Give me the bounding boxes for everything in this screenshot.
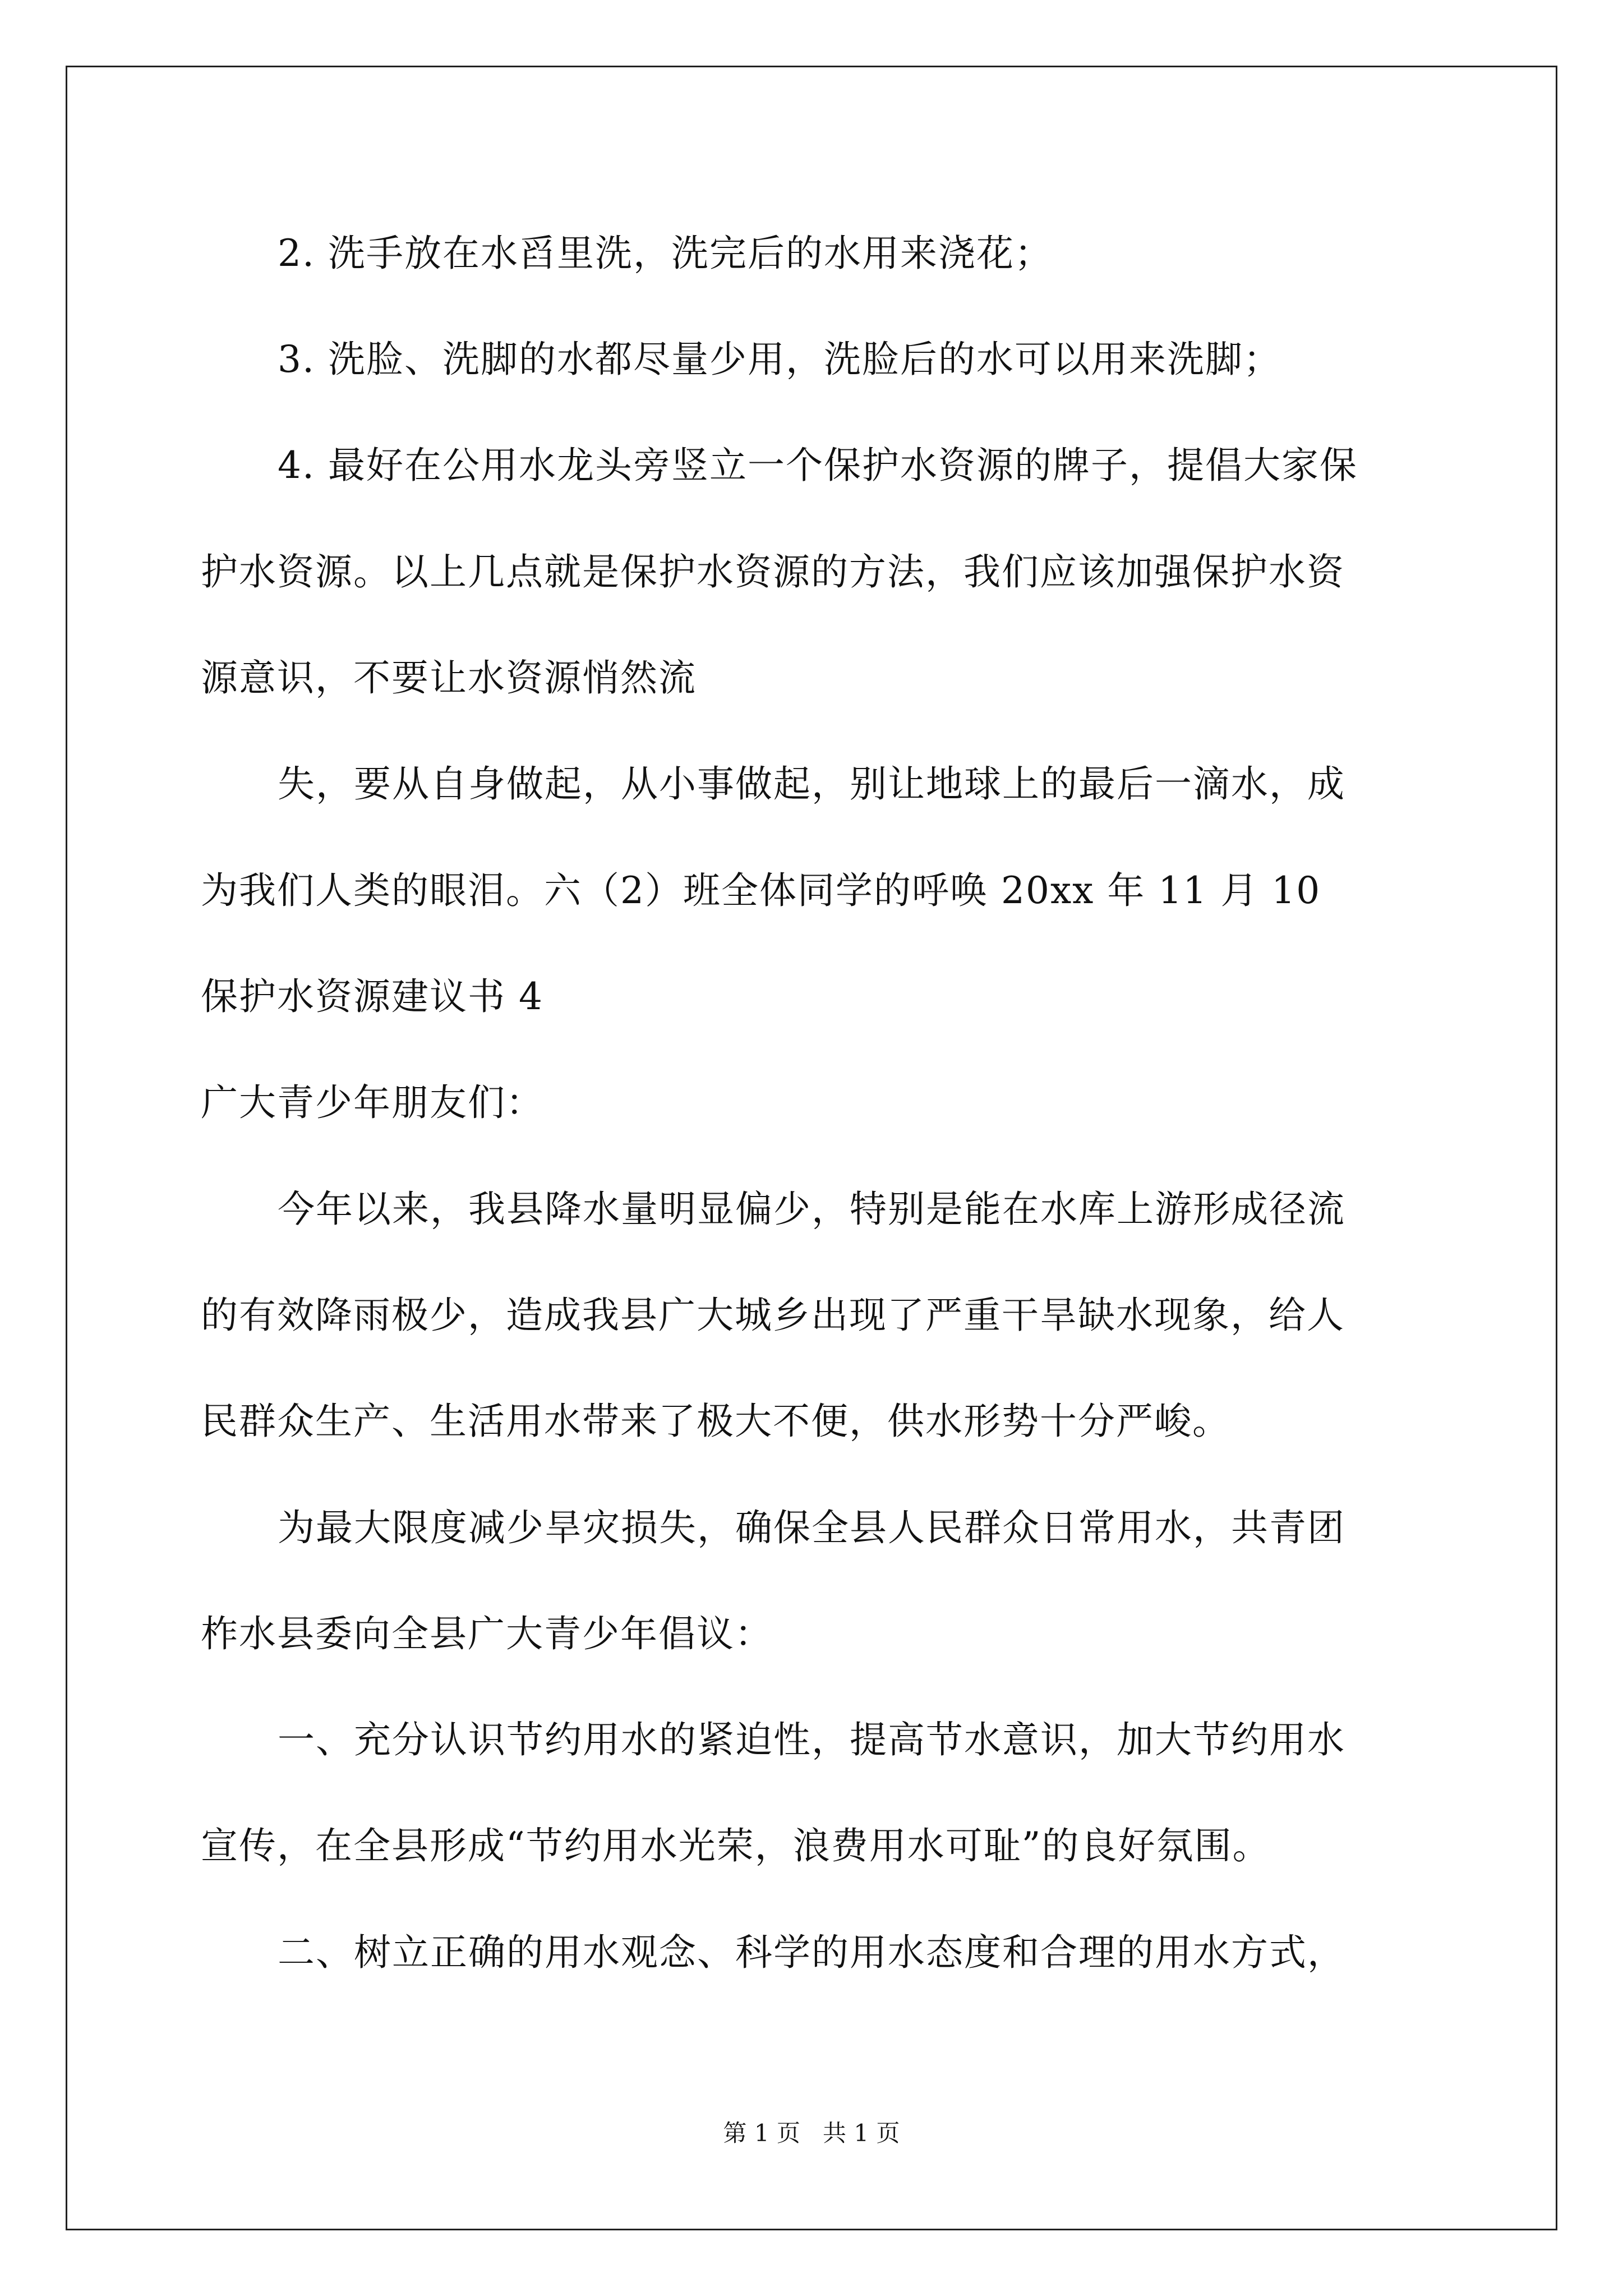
text-line: 民群众生产、生活用水带来了极大不便，供水形势十分严峻。 [201,1400,1230,1443]
text-line: 为我们人类的眼泪。六（2）班全体同学的呼唤 20xx 年 11 月 10 [201,869,1321,912]
section-title: 保护水资源建议书 4 [201,975,543,1018]
list-item-3: 3. 洗脸、洗脚的水都尽量少用，洗脸后的水可以用来洗脚； [278,338,1281,381]
page-footer: 第 1 页 共 1 页 [723,2119,900,2147]
paragraph-line: 失，要从自身做起，从小事做起，别让地球上的最后一滴水，成 [278,762,1345,806]
list-item-4: 4. 最好在公用水龙头旁竖立一个保护水资源的牌子，提倡大家保 [278,444,1358,487]
text-line: 源意识，不要让水资源悄然流 [201,656,697,700]
paragraph-line: 一、充分认识节约用水的紧迫性，提高节水意识，加大节约用水 [278,1718,1345,1761]
text-line: 护水资源。以上几点就是保护水资源的方法，我们应该加强保护水资 [201,550,1345,593]
text-line: 宣传，在全县形成“节约用水光荣，浪费用水可耻”的良好氛围。 [201,1824,1271,1867]
paragraph-line: 为最大限度减少旱灾损失，确保全县人民群众日常用水，共青团 [278,1506,1345,1549]
paragraph-line: 二、树立正确的用水观念、科学的用水态度和合理的用水方式， [278,1931,1345,1974]
salutation: 广大青少年朋友们： [201,1081,544,1124]
text-line: 的有效降雨极少，造成我县广大城乡出现了严重干旱缺水现象，给人 [201,1294,1345,1337]
page-border [66,66,1557,2230]
text-line: 柞水县委向全县广大青少年倡议： [201,1612,773,1655]
paragraph-line: 今年以来，我县降水量明显偏少，特别是能在水库上游形成径流 [278,1188,1345,1231]
list-item-2: 2. 洗手放在水舀里洗，洗完后的水用来浇花； [278,232,1053,275]
